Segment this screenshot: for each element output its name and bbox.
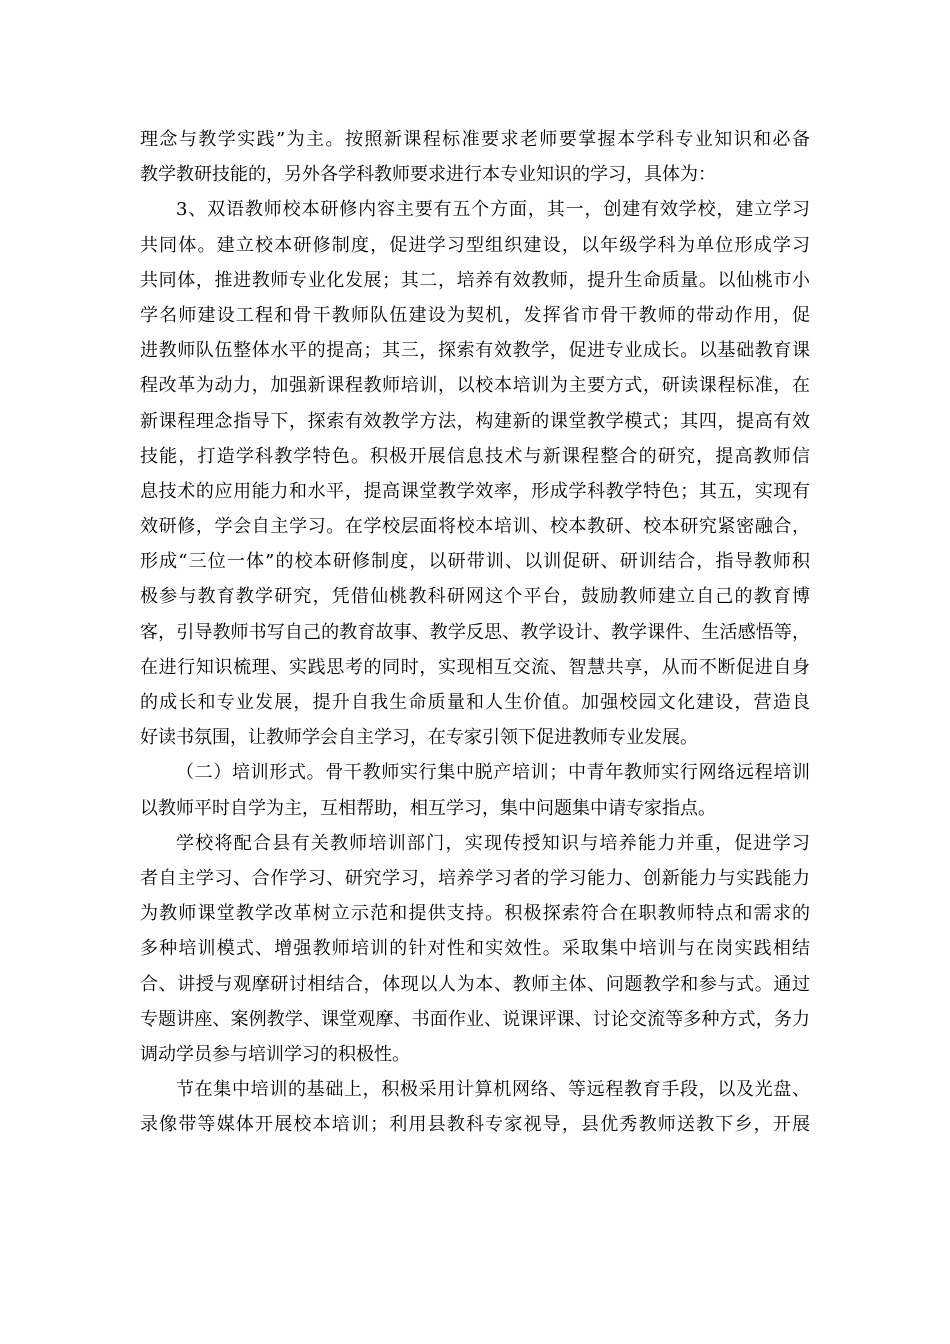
text-line: 专题讲座、案例教学、课堂观摩、书面作业、说课评课、讨论交流等多种方式，务力 [140,1008,810,1030]
text-line: 调动学员参与培训学习的积极性。 [140,1043,410,1065]
text-line: 在进行知识梳理、实践思考的同时，实现相互交流、智慧共享，从而不断促进自身 [140,656,810,678]
text-line: 进教师队伍整体水平的提高；其三，探索有效教学，促进专业成长。以基础教育课 [140,340,810,362]
text-line: 学校将配合县有关教师培训部门，实现传授知识与培养能力并重，促进学习 [176,832,810,854]
text-line: 录像带等媒体开展校本培训；利用县教科专家视导，县优秀教师送教下乡，开展 [140,1114,810,1136]
text-line: 极参与教育教学研究，凭借仙桃教科研网这个平台，鼓励教师建立自己的教育博 [140,586,810,608]
text-line: 效研修，学会自主学习。在学校层面将校本培训、校本教研、校本研究紧密融合， [140,516,810,538]
text-line: 客，引导教师书写自己的教育故事、教学反思、教学设计、教学课件、生活感悟等， [140,621,810,643]
text-line: 新课程理念指导下，探索有效教学方法，构建新的课堂教学模式；其四，提高有效 [140,410,810,432]
body-text [140,122,810,1142]
text-line: 合、讲授与观摩研讨相结合，体现以人为本、教师主体、问题教学和参与式。通过 [140,973,810,995]
text-line: （二）培训形式。骨干教师实行集中脱产培训；中青年教师实行网络远程培训 [176,762,810,784]
text-line: 程改革为动力，加强新课程教师培训，以校本培训为主要方式，研读课程标准，在 [140,375,810,397]
text-line: 息技术的应用能力和水平，提高课堂教学效率，形成学科教学特色；其五，实现有 [140,480,810,502]
text-line: 以教师平时自学为主，互相帮助，相互学习，集中问题集中请专家指点。 [140,797,716,819]
text-line: 学名师建设工程和骨干教师队伍建设为契机，发挥省市骨干教师的带动作用，促 [140,304,810,326]
text-line: 形成“三位一体”的校本研修制度，以研带训、以训促研、研训结合，指导教师积 [140,551,810,573]
text-line: 者自主学习、合作学习、研究学习，培养学习者的学习能力、创新能力与实践能力 [140,867,810,889]
text-line: 节在集中培训的基础上，积极采用计算机网络、等远程教育手段，以及光盘、 [176,1079,810,1101]
text-line: 技能，打造学科教学特色。积极开展信息技术与新课程整合的研究，提高教师信 [140,445,810,467]
text-line: 共同体，推进教师专业化发展；其二，培养有效教师，提升生命质量。以仙桃市小 [140,269,810,291]
text-line: 教学教研技能的，另外各学科教师要求进行本专业知识的学习，具体为： [140,164,716,186]
text-line: 好读书氛围，让教师学会自主学习，在专家引领下促进教师专业发展。 [140,727,698,749]
text-line: 为教师课堂教学改革树立示范和提供支持。积极探索符合在职教师特点和需求的 [140,903,810,925]
text-line: 的成长和专业发展，提升自我生命质量和人生价值。加强校园文化建设，营造良 [140,692,810,713]
text-line: 3、双语教师校本研修内容主要有五个方面，其一，创建有效学校，建立学习 [176,199,810,221]
text-line: 多种培训模式、增强教师培训的针对性和实效性。采取集中培训与在岗实践相结 [140,938,810,960]
text-line: 共同体。建立校本研修制度，促进学习型组织建设，以年级学科为单位形成学习 [140,234,810,256]
text-line: 理念与教学实践”为主。按照新课程标准要求老师要掌握本学科专业知识和必备 [140,129,810,150]
